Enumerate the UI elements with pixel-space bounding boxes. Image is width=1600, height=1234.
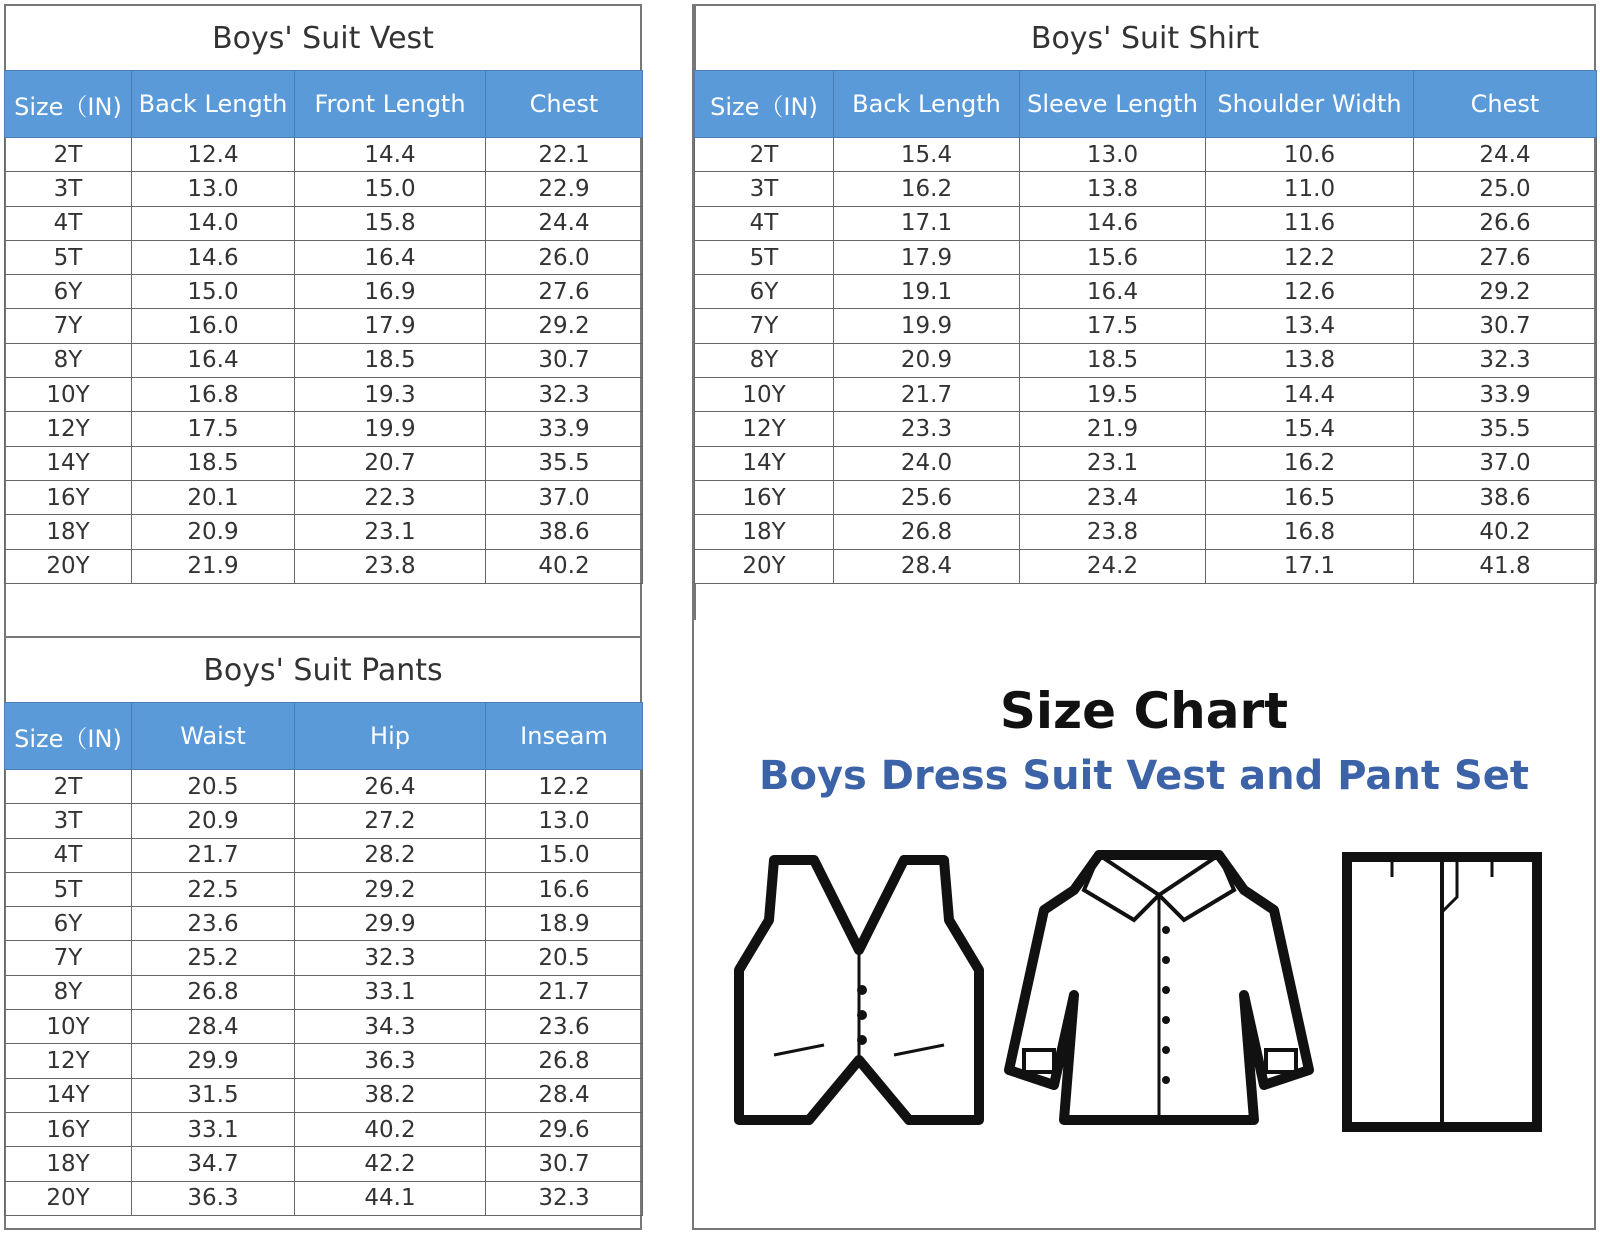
table-cell: 23.3 — [834, 412, 1020, 446]
vest-table-title: Boys' Suit Vest — [4, 4, 642, 70]
table-row — [5, 378, 643, 412]
shirt-table-body — [695, 138, 1597, 584]
table-cell: 25.0 — [1414, 172, 1597, 206]
table-cell: 12.6 — [1206, 275, 1414, 309]
table-cell: 18.5 — [1020, 343, 1206, 377]
table-cell: 24.4 — [1414, 138, 1597, 172]
vest-size-table — [4, 4, 642, 620]
table-row — [5, 275, 643, 309]
table-cell: 26.8 — [486, 1044, 643, 1078]
pants-table — [4, 702, 643, 1216]
table-cell: 14Y — [5, 446, 132, 480]
table-cell: 29.2 — [1414, 275, 1597, 309]
table-cell: 21.7 — [486, 975, 643, 1009]
table-cell: 24.4 — [486, 206, 643, 240]
table-cell: 16Y — [5, 1112, 132, 1146]
table-cell: 20.9 — [132, 804, 295, 838]
table-cell: 23.6 — [132, 907, 295, 941]
table-cell: 2T — [695, 138, 834, 172]
table-cell: 21.7 — [834, 378, 1020, 412]
table-cell: 20Y — [5, 1181, 132, 1215]
table-row — [5, 240, 643, 274]
table-cell: 29.2 — [486, 309, 643, 343]
table-row — [695, 515, 1597, 549]
table-row — [695, 412, 1597, 446]
vest-icon — [734, 850, 984, 1140]
table-row — [695, 172, 1597, 206]
table-row — [5, 872, 643, 906]
table-cell: 19.9 — [834, 309, 1020, 343]
shirt-icon — [1004, 845, 1314, 1135]
table-cell: 27.2 — [295, 804, 486, 838]
table-cell: 10Y — [5, 378, 132, 412]
table-row — [5, 975, 643, 1009]
table-cell: 32.3 — [295, 941, 486, 975]
shirt-table — [694, 70, 1597, 584]
table-cell: 23.6 — [486, 1010, 643, 1044]
table-cell: 4T — [695, 206, 834, 240]
table-cell: 8Y — [695, 343, 834, 377]
table-row — [5, 172, 643, 206]
table-cell: 35.5 — [1414, 412, 1597, 446]
table-cell: 14.4 — [295, 138, 486, 172]
table-cell: 26.0 — [486, 240, 643, 274]
vest-column-header: Chest — [486, 71, 643, 138]
table-cell: 36.3 — [295, 1044, 486, 1078]
pants-column-header: Size（IN) — [5, 703, 132, 770]
table-cell: 42.2 — [295, 1147, 486, 1181]
table-cell: 31.5 — [132, 1078, 295, 1112]
table-cell: 13.0 — [132, 172, 295, 206]
table-cell: 17.1 — [834, 206, 1020, 240]
table-cell: 16.4 — [1020, 275, 1206, 309]
table-cell: 7Y — [695, 309, 834, 343]
table-cell: 16Y — [695, 480, 834, 514]
table-cell: 26.4 — [295, 770, 486, 804]
shirt-column-header: Back Length — [834, 71, 1020, 138]
vest-spacer — [4, 584, 642, 620]
table-row — [5, 804, 643, 838]
table-row — [5, 343, 643, 377]
table-cell: 20Y — [695, 549, 834, 583]
table-row — [5, 549, 643, 583]
table-row — [5, 309, 643, 343]
table-cell: 17.5 — [132, 412, 295, 446]
table-cell: 14.4 — [1206, 378, 1414, 412]
table-cell: 32.3 — [486, 1181, 643, 1215]
table-cell: 26.6 — [1414, 206, 1597, 240]
table-cell: 8Y — [5, 343, 132, 377]
table-row — [695, 138, 1597, 172]
table-cell: 44.1 — [295, 1181, 486, 1215]
table-cell: 26.8 — [132, 975, 295, 1009]
table-cell: 29.9 — [132, 1044, 295, 1078]
table-row — [5, 838, 643, 872]
table-row — [5, 480, 643, 514]
vest-table-body — [5, 138, 643, 584]
table-cell: 28.4 — [834, 549, 1020, 583]
table-row — [5, 1147, 643, 1181]
table-cell: 13.0 — [1020, 138, 1206, 172]
table-cell: 16Y — [5, 480, 132, 514]
table-cell: 10.6 — [1206, 138, 1414, 172]
table-cell: 34.3 — [295, 1010, 486, 1044]
table-cell: 14.6 — [132, 240, 295, 274]
table-cell: 22.9 — [486, 172, 643, 206]
table-cell: 34.7 — [132, 1147, 295, 1181]
pants-table-title: Boys' Suit Pants — [4, 636, 642, 702]
table-cell: 23.1 — [1020, 446, 1206, 480]
table-cell: 25.6 — [834, 480, 1020, 514]
table-cell: 16.8 — [1206, 515, 1414, 549]
table-cell: 18.9 — [486, 907, 643, 941]
table-cell: 14.0 — [132, 206, 295, 240]
table-cell: 11.6 — [1206, 206, 1414, 240]
shirt-size-table — [694, 4, 1596, 620]
table-cell: 21.9 — [132, 549, 295, 583]
table-cell: 19.9 — [295, 412, 486, 446]
table-cell: 12Y — [695, 412, 834, 446]
table-cell: 12.4 — [132, 138, 295, 172]
table-cell: 13.4 — [1206, 309, 1414, 343]
table-cell: 38.6 — [1414, 480, 1597, 514]
table-row — [695, 240, 1597, 274]
table-cell: 28.2 — [295, 838, 486, 872]
table-cell: 38.6 — [486, 515, 643, 549]
table-cell: 12.2 — [486, 770, 643, 804]
vest-column-header: Back Length — [132, 71, 295, 138]
table-cell: 2T — [5, 770, 132, 804]
table-row — [5, 907, 643, 941]
table-cell: 19.3 — [295, 378, 486, 412]
table-row — [695, 378, 1597, 412]
table-cell: 16.8 — [132, 378, 295, 412]
table-cell: 18Y — [5, 515, 132, 549]
vest-header-row — [5, 71, 643, 138]
table-cell: 10Y — [5, 1010, 132, 1044]
table-cell: 13.0 — [486, 804, 643, 838]
table-cell: 15.0 — [486, 838, 643, 872]
table-row — [695, 309, 1597, 343]
table-cell: 16.9 — [295, 275, 486, 309]
table-cell: 5T — [5, 240, 132, 274]
table-cell: 16.5 — [1206, 480, 1414, 514]
table-cell: 22.1 — [486, 138, 643, 172]
table-cell: 13.8 — [1206, 343, 1414, 377]
table-cell: 10Y — [695, 378, 834, 412]
table-row — [5, 446, 643, 480]
table-row — [695, 549, 1597, 583]
table-cell: 28.4 — [486, 1078, 643, 1112]
table-cell: 29.2 — [295, 872, 486, 906]
table-row — [5, 941, 643, 975]
table-cell: 2T — [5, 138, 132, 172]
table-row — [5, 1044, 643, 1078]
table-row — [5, 1181, 643, 1215]
table-cell: 18Y — [5, 1147, 132, 1181]
table-cell: 16.6 — [486, 872, 643, 906]
table-cell: 14Y — [5, 1078, 132, 1112]
table-cell: 19.5 — [1020, 378, 1206, 412]
table-cell: 7Y — [5, 941, 132, 975]
table-cell: 38.2 — [295, 1078, 486, 1112]
table-cell: 14Y — [695, 446, 834, 480]
table-cell: 3T — [5, 804, 132, 838]
table-cell: 23.8 — [1020, 515, 1206, 549]
table-cell: 15.4 — [1206, 412, 1414, 446]
table-cell: 30.7 — [486, 343, 643, 377]
table-cell: 16.4 — [295, 240, 486, 274]
table-cell: 30.7 — [1414, 309, 1597, 343]
table-row — [5, 412, 643, 446]
shirt-column-header: Chest — [1414, 71, 1597, 138]
table-cell: 20Y — [5, 549, 132, 583]
table-cell: 4T — [5, 838, 132, 872]
shirt-column-header: Shoulder Width — [1206, 71, 1414, 138]
pants-table-body — [5, 770, 643, 1216]
table-cell: 16.4 — [132, 343, 295, 377]
table-cell: 20.5 — [132, 770, 295, 804]
table-cell: 21.7 — [132, 838, 295, 872]
shirt-column-header: Sleeve Length — [1020, 71, 1206, 138]
table-row — [5, 1010, 643, 1044]
table-cell: 5T — [695, 240, 834, 274]
table-cell: 17.9 — [295, 309, 486, 343]
table-cell: 20.1 — [132, 480, 295, 514]
table-cell: 36.3 — [132, 1181, 295, 1215]
pants-icon — [1342, 852, 1542, 1132]
shirt-spacer — [694, 584, 1596, 620]
pants-size-table — [4, 636, 642, 1216]
table-cell: 23.4 — [1020, 480, 1206, 514]
table-cell: 6Y — [5, 275, 132, 309]
table-cell: 17.9 — [834, 240, 1020, 274]
table-cell: 27.6 — [486, 275, 643, 309]
pants-column-header: Waist — [132, 703, 295, 770]
table-cell: 18Y — [695, 515, 834, 549]
pants-column-header: Hip — [295, 703, 486, 770]
table-cell: 24.2 — [1020, 549, 1206, 583]
table-cell: 15.6 — [1020, 240, 1206, 274]
table-cell: 22.3 — [295, 480, 486, 514]
table-cell: 12Y — [5, 1044, 132, 1078]
table-cell: 32.3 — [1414, 343, 1597, 377]
promo-title: Size Chart — [999, 682, 1289, 740]
table-row — [5, 206, 643, 240]
table-cell: 13.8 — [1020, 172, 1206, 206]
table-cell: 33.1 — [132, 1112, 295, 1146]
table-row — [695, 480, 1597, 514]
table-cell: 8Y — [5, 975, 132, 1009]
table-row — [695, 343, 1597, 377]
table-cell: 7Y — [5, 309, 132, 343]
table-cell: 12.2 — [1206, 240, 1414, 274]
shirt-table-title: Boys' Suit Shirt — [694, 4, 1596, 70]
table-row — [5, 138, 643, 172]
table-cell: 20.9 — [834, 343, 1020, 377]
table-cell: 16.0 — [132, 309, 295, 343]
table-cell: 5T — [5, 872, 132, 906]
table-row — [695, 446, 1597, 480]
table-cell: 26.8 — [834, 515, 1020, 549]
table-cell: 33.9 — [486, 412, 643, 446]
pants-header-row — [5, 703, 643, 770]
table-cell: 41.8 — [1414, 549, 1597, 583]
table-cell: 6Y — [695, 275, 834, 309]
table-row — [5, 1112, 643, 1146]
vest-table — [4, 70, 643, 584]
table-cell: 15.0 — [295, 172, 486, 206]
table-cell: 40.2 — [1414, 515, 1597, 549]
table-cell: 23.1 — [295, 515, 486, 549]
shirt-column-header: Size（IN) — [695, 71, 834, 138]
promo-subtitle: Boys Dress Suit Vest and Pant Set — [758, 753, 1530, 799]
table-cell: 33.9 — [1414, 378, 1597, 412]
table-cell: 12Y — [5, 412, 132, 446]
table-cell: 14.6 — [1020, 206, 1206, 240]
table-cell: 20.9 — [132, 515, 295, 549]
table-cell: 20.5 — [486, 941, 643, 975]
table-cell: 30.7 — [486, 1147, 643, 1181]
table-row — [5, 515, 643, 549]
table-row — [695, 275, 1597, 309]
promo-panel — [694, 640, 1594, 1230]
table-cell: 23.8 — [295, 549, 486, 583]
table-cell: 37.0 — [1414, 446, 1597, 480]
table-cell: 11.0 — [1206, 172, 1414, 206]
table-cell: 28.4 — [132, 1010, 295, 1044]
table-cell: 21.9 — [1020, 412, 1206, 446]
table-cell: 24.0 — [834, 446, 1020, 480]
table-cell: 4T — [5, 206, 132, 240]
table-cell: 18.5 — [132, 446, 295, 480]
table-cell: 29.9 — [295, 907, 486, 941]
table-cell: 17.5 — [1020, 309, 1206, 343]
table-row — [695, 206, 1597, 240]
table-cell: 6Y — [5, 907, 132, 941]
table-cell: 15.0 — [132, 275, 295, 309]
table-cell: 15.8 — [295, 206, 486, 240]
table-cell: 17.1 — [1206, 549, 1414, 583]
table-row — [5, 770, 643, 804]
table-cell: 25.2 — [132, 941, 295, 975]
table-cell: 22.5 — [132, 872, 295, 906]
table-cell: 29.6 — [486, 1112, 643, 1146]
vest-column-header: Front Length — [295, 71, 486, 138]
table-cell: 16.2 — [1206, 446, 1414, 480]
table-cell: 35.5 — [486, 446, 643, 480]
table-cell: 19.1 — [834, 275, 1020, 309]
shirt-header-row — [695, 71, 1597, 138]
table-cell: 27.6 — [1414, 240, 1597, 274]
table-cell: 3T — [5, 172, 132, 206]
table-cell: 20.7 — [295, 446, 486, 480]
vest-column-header: Size（IN) — [5, 71, 132, 138]
table-cell: 18.5 — [295, 343, 486, 377]
table-cell: 40.2 — [486, 549, 643, 583]
table-cell: 15.4 — [834, 138, 1020, 172]
table-row — [5, 1078, 643, 1112]
table-cell: 32.3 — [486, 378, 643, 412]
pants-column-header: Inseam — [486, 703, 643, 770]
table-cell: 16.2 — [834, 172, 1020, 206]
table-cell: 3T — [695, 172, 834, 206]
table-cell: 33.1 — [295, 975, 486, 1009]
table-cell: 40.2 — [295, 1112, 486, 1146]
table-cell: 37.0 — [486, 480, 643, 514]
